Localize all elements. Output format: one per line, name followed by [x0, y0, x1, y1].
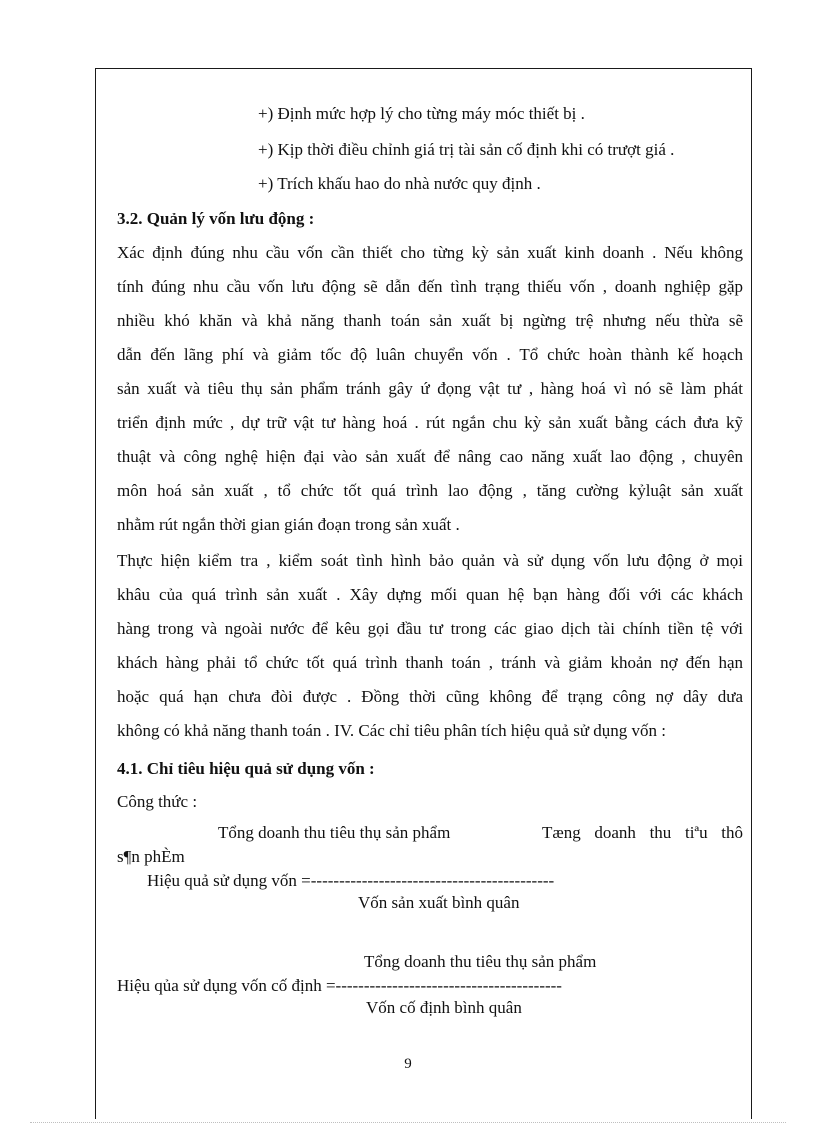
- paragraph-line: nhằm rút ngắn thời gian gián đoạn trong sản xuất .: [117, 515, 460, 534]
- paragraph-line: thuật và công nghệ hiện đại vào sản xuất để nâng cao năng xuất lao động , chuyên: [117, 447, 743, 466]
- formula-intro: Công thức :: [117, 792, 198, 811]
- paragraph-line: tính đúng nhu cầu vốn lưu động sẽ dẫn đến tình trạng thiếu vốn , doanh nghiệp gặp: [117, 277, 743, 296]
- formula1-denominator: Vốn sản xuất bình quân: [358, 893, 520, 912]
- paragraph-line: dẫn đến lãng phí và giảm tốc độ luân chuyển vốn . Tổ chức hoàn thành kế hoạch: [117, 345, 743, 364]
- bullet-item: +) Định mức hợp lý cho từng máy móc thiết bị .: [258, 104, 585, 123]
- formula1-lhs: Hiệu quả sử dụng vốn =-------------------------------------------: [147, 871, 555, 890]
- paragraph-line: triển định mức , dự trữ vật tư hàng hoá . rút ngắn chu kỳ sản xuất bằng cách đưa kỹ: [117, 413, 743, 432]
- paragraph-line: hoặc quá hạn chưa đòi được . Đồng thời cũng không để trạng công nợ dây dưa: [117, 687, 743, 706]
- paragraph-line: không có khả năng thanh toán . IV. Các chỉ tiêu phân tích hiệu quả sử dụng vốn :: [117, 721, 667, 740]
- paragraph-line: sản xuất và tiêu thụ sản phẩm tránh gây ứ đọng vật tư , hàng hoá vì nó sẽ làm phát: [117, 379, 743, 398]
- paragraph-line: khách hàng phải tổ chức tốt quá trình thanh toán , tránh và giảm khoản nợ đến hạn: [117, 653, 743, 672]
- paragraph-line: Xác định đúng nhu cầu vốn cần thiết cho từng kỳ sản xuất kinh doanh . Nếu không: [117, 243, 743, 262]
- paragraph-control: [117, 551, 743, 755]
- formula2-lhs: Hiệu qủa sử dụng vốn cố định =----------------------------------------: [117, 976, 562, 995]
- section-heading-3-2: 3.2. Quản lý vốn lưu động :: [117, 209, 315, 228]
- formula1-numerator-alt: Tæng doanh thu tiªu thô: [542, 823, 743, 842]
- section-heading-4-1: 4.1. Chỉ tiêu hiệu quả sử dụng vốn :: [117, 759, 375, 778]
- paragraph-line: khâu của quá trình sản xuất . Xây dựng mối quan hệ bạn hàng đối với các khách: [117, 585, 743, 604]
- formula2-numerator: Tổng doanh thu tiêu thụ sản phẩm: [364, 952, 597, 971]
- formula1-numerator-alt-wrap: s¶n phÈm: [117, 847, 185, 866]
- paragraph-line: nhiều khó khăn và khả năng thanh toán sản xuất bị ngừng trệ nhưng nếu thừa sẽ: [117, 311, 743, 330]
- paragraph-line: hàng trong và ngoài nước để kêu gọi đầu tư trong các giao dịch tài chính tiền tệ với: [117, 619, 743, 638]
- bullet-item: +) Trích khấu hao do nhà nước quy định .: [258, 174, 541, 193]
- paragraph-line: môn hoá sản xuất , tổ chức tốt quá trình lao động , tăng cường kỷluật sản xuất: [117, 481, 743, 500]
- bullet-item: +) Kịp thời điều chỉnh giá trị tài sản cố định khi có trượt giá .: [258, 140, 675, 159]
- paragraph-line: Thực hiện kiểm tra , kiểm soát tình hình bảo quản và sử dụng vốn lưu động ở mọi: [117, 551, 743, 570]
- formula2-denominator: Vốn cố định bình quân: [366, 998, 522, 1017]
- page-number: 9: [404, 1056, 412, 1072]
- paragraph-working-capital: [117, 243, 743, 549]
- formula1-numerator: Tổng doanh thu tiêu thụ sản phẩm: [218, 823, 451, 842]
